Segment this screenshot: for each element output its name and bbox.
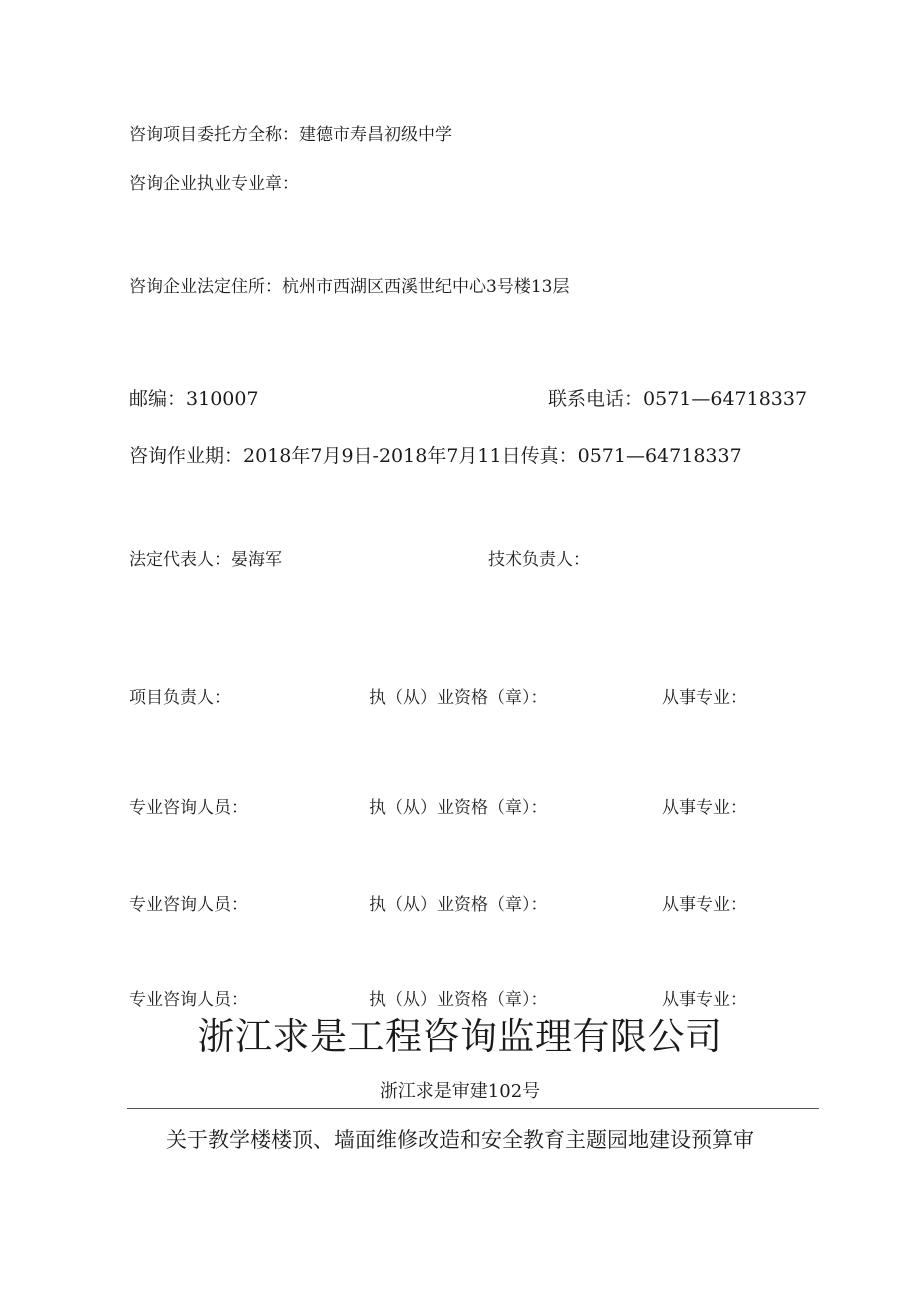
personnel-qual: 执（从）业资格（章）：	[369, 798, 548, 818]
address-label: 咨询企业法定住所：	[129, 277, 282, 297]
period-label: 咨询作业期：	[129, 445, 244, 467]
personnel-role: 项目负责人：	[129, 688, 231, 708]
personnel-spec: 从事专业：	[662, 798, 747, 818]
postcode-row	[129, 390, 259, 409]
legal-rep-value: 晏海军	[231, 550, 282, 570]
tech-lead-label: 技术负责人：	[488, 550, 590, 570]
fax-value: 0571—64718337	[577, 445, 742, 467]
document-subject: 关于教学楼楼顶、墙面维修改造和安全教育主题园地建设预算审	[166, 1128, 754, 1152]
personnel-qual: 执（从）业资格（章）：	[369, 990, 548, 1010]
legal-rep-label: 法定代表人：	[129, 550, 231, 570]
personnel-role: 专业咨询人员：	[129, 895, 248, 915]
company-name: 浙江求是工程咨询监理有限公司	[197, 1015, 723, 1058]
period-value: 2018年7月9日-2018年7月11日	[243, 445, 521, 467]
document-number: 浙江求是审建102号	[379, 1081, 541, 1102]
fax-label: 传真：	[520, 445, 578, 467]
postcode-label: 邮编：	[129, 388, 187, 410]
personnel-qual: 执（从）业资格（章）：	[369, 895, 548, 915]
legal-rep-row	[129, 552, 282, 569]
phone-row	[548, 390, 807, 409]
personnel-spec: 从事专业：	[662, 688, 747, 708]
seal-row	[129, 176, 299, 193]
tech-lead-row	[488, 552, 590, 569]
personnel-role: 专业咨询人员：	[129, 990, 248, 1010]
personnel-spec: 从事专业：	[662, 895, 747, 915]
personnel-role: 专业咨询人员：	[129, 798, 248, 818]
period-row	[129, 447, 742, 466]
client-value: 建德市寿昌初级中学	[299, 125, 452, 145]
personnel-qual: 执（从）业资格（章）：	[369, 688, 548, 708]
address-row	[129, 279, 569, 296]
client-label: 咨询项目委托方全称：	[129, 125, 299, 145]
postcode-value: 310007	[186, 388, 259, 410]
seal-label: 咨询企业执业专业章：	[129, 174, 299, 194]
client-row	[129, 127, 452, 144]
personnel-spec: 从事专业：	[662, 990, 747, 1010]
phone-label: 联系电话：	[548, 388, 644, 410]
address-value: 杭州市西湖区西溪世纪中心3号楼13层	[282, 277, 570, 297]
header-divider	[127, 1108, 819, 1109]
phone-value: 0571—64718337	[643, 388, 808, 410]
